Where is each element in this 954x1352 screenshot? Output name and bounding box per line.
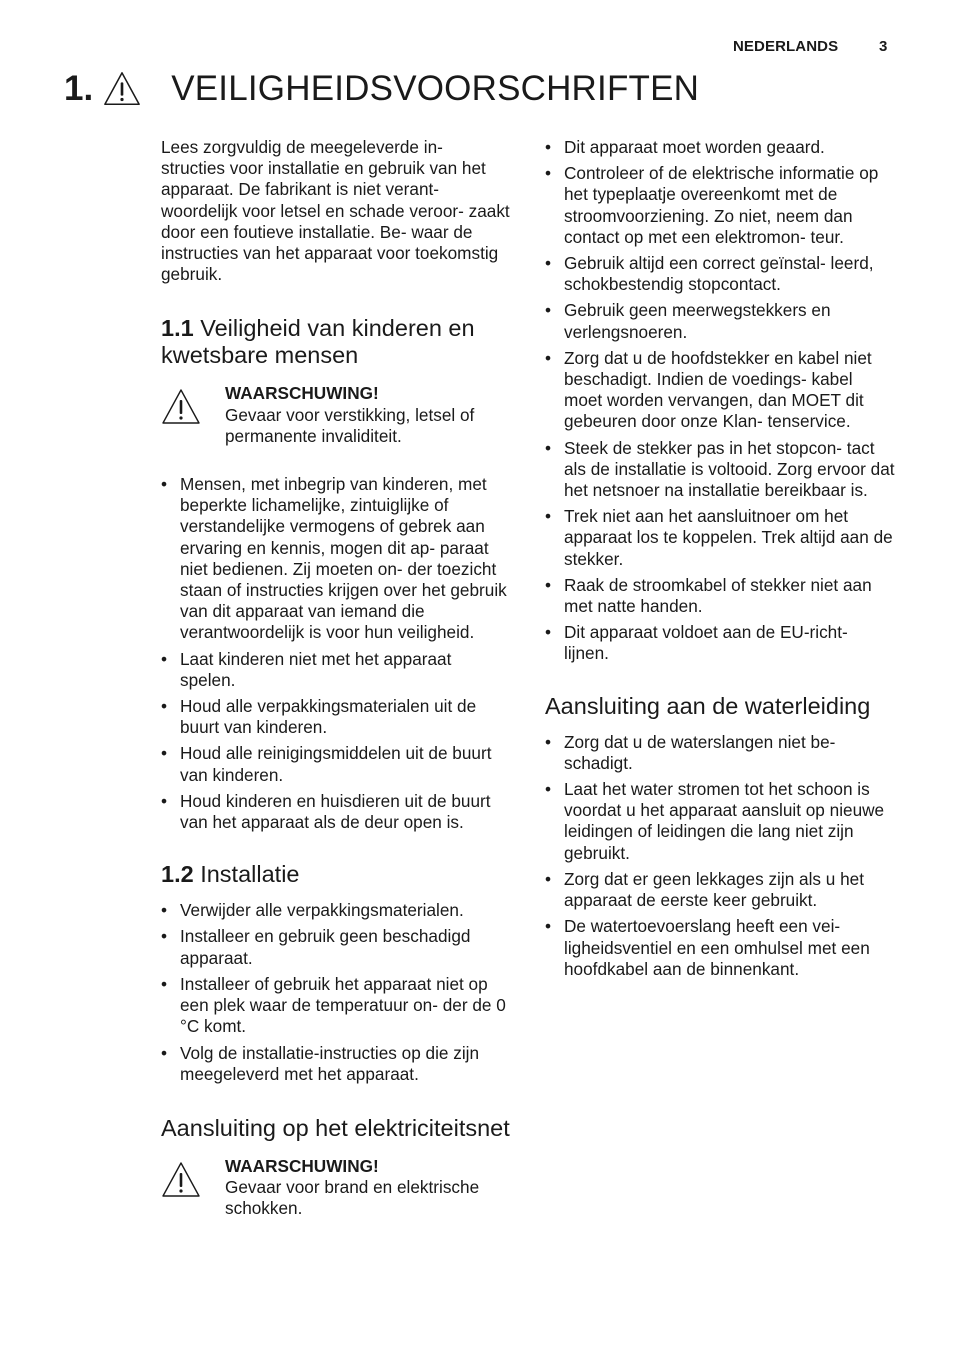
list-item: • Volg de installatie-instructies op die zijn meegeleverd met het apparaat.: [161, 1043, 511, 1085]
list-item: • Verwijder alle verpakkingsmaterialen.: [161, 900, 511, 921]
list-item: • Houd kinderen en huisdieren uit de buurt van het apparaat als de deur open is.: [161, 791, 511, 833]
list-item: • Gebruik geen meerwegstekkers en verlengsnoeren.: [545, 300, 895, 342]
children-safety-list: [161, 474, 511, 833]
list-item: • Houd alle reinigingsmiddelen uit de buurt van kinderen.: [161, 743, 511, 785]
section-heading-water: Aansluiting aan de waterleiding: [545, 692, 871, 719]
installation-list: [161, 900, 511, 1085]
warning-body: [225, 1156, 511, 1220]
list-item: • Controleer of de elektrische informatie op het typeplaatje overeenkomt met de stroomvoorziening. Zo niet, neem dan contact op met een elektromon- teur.: [545, 163, 895, 248]
list-item: • Houd alle verpakkingsmaterialen uit de buurt van kinderen.: [161, 696, 511, 738]
chapter-title: VEILIGHEIDSVOORSCHRIFTEN: [171, 69, 700, 108]
list-item: • Steek de stekker pas in het stopcon- tact als de installatie is voltooid. Zorg ervoor dat het netsnoer na installatie bereikbaar is.: [545, 438, 895, 502]
warning-text: Gevaar voor verstikking, letsel of permanente invaliditeit.: [225, 404, 475, 446]
list-item: • Zorg dat u de waterslangen niet be- schadigt.: [545, 732, 895, 774]
warning-triangle-icon: [161, 387, 201, 427]
list-item: • Gebruik altijd een correct geïnstal- leerd, schokbestendig stopcontact.: [545, 253, 895, 295]
warning-title: WAARSCHUWING!: [225, 1155, 379, 1176]
warning-title: WAARSCHUWING!: [225, 383, 379, 404]
page-header-language: NEDERLANDS: [733, 38, 839, 55]
list-item: • Laat kinderen niet met het apparaat spelen.: [161, 649, 511, 691]
warning-block: [161, 383, 511, 447]
warning-triangle-icon: [161, 1160, 201, 1200]
warning-body: [225, 383, 511, 447]
section-title: Installatie: [200, 861, 300, 888]
electric-list: [545, 137, 895, 665]
water-list: [545, 732, 895, 980]
warning-triangle-icon: [103, 70, 141, 108]
section-heading-electric: Aansluiting op het elektriciteitsnet: [161, 1114, 510, 1141]
intro-paragraph: Lees zorgvuldig de meegeleverde in- structies voor installatie en gebruik van het apparaat. De fabrikant is niet verant- woordelijk voor letsel en schade veroor- zaakt door een foutieve installatie. Be- waar de instructies van het apparaat voor toekomstig gebruik.: [161, 137, 510, 285]
list-item: • Mensen, met inbegrip van kinderen, met beperkte lichamelijke, zintuiglijke of verstandelijke vermogens of gebrek aan ervaring en kennis, mogen dit ap- paraat niet bedienen. Zij moeten on- der toezicht staan of instructies krijgen over het gebruik van dit apparaat van iemand die verantwoordelijk is voor hun veiligheid.: [161, 474, 511, 644]
left-column: [161, 137, 511, 1220]
section-heading-installation: [161, 861, 511, 888]
list-item: • Zorg dat er geen lekkages zijn als u het apparaat de eerste keer gebruikt.: [545, 869, 895, 911]
list-item: • Zorg dat u de hoofdstekker en kabel niet beschadigt. Indien de voedings- kabel moet worden vervangen, dan MOET dit gebeuren door onze Klan- tenservice.: [545, 348, 895, 433]
list-item: • Dit apparaat moet worden geaard.: [545, 137, 895, 158]
right-column: [545, 137, 895, 985]
list-item: • Installeer of gebruik het apparaat niet op een plek waar de temperatuur on- der de 0 °C komt.: [161, 974, 511, 1038]
chapter-heading: [64, 64, 699, 114]
section-number: 1.1: [161, 315, 194, 342]
section-title: Veiligheid van kinderen en kwetsbare mensen: [161, 315, 475, 369]
page-number: 3: [879, 38, 888, 55]
section-heading-children: [161, 315, 511, 369]
list-item: • Raak de stroomkabel of stekker niet aan met natte handen.: [545, 575, 895, 617]
chapter-number: 1.: [64, 69, 94, 108]
list-item: • Dit apparaat voldoet aan de EU-richt- lijnen.: [545, 622, 895, 664]
list-item: • Laat het water stromen tot het schoon is voordat u het apparaat aansluit op nieuwe leidingen of leidingen die lang niet zijn gebruikt.: [545, 779, 895, 864]
warning-text: Gevaar voor brand en elektrische schokken.: [225, 1177, 480, 1219]
section-number: 1.2: [161, 861, 194, 888]
list-item: • Trek niet aan het aansluitnoer om het apparaat los te koppelen. Trek altijd aan de stekker.: [545, 506, 895, 570]
list-item: • Installeer en gebruik geen beschadigd apparaat.: [161, 926, 511, 968]
list-item: • De watertoevoerslang heeft een vei- ligheidsventiel en een omhulsel met een hoofdkabel aan de binnenkant.: [545, 916, 895, 980]
warning-block: [161, 1156, 511, 1220]
